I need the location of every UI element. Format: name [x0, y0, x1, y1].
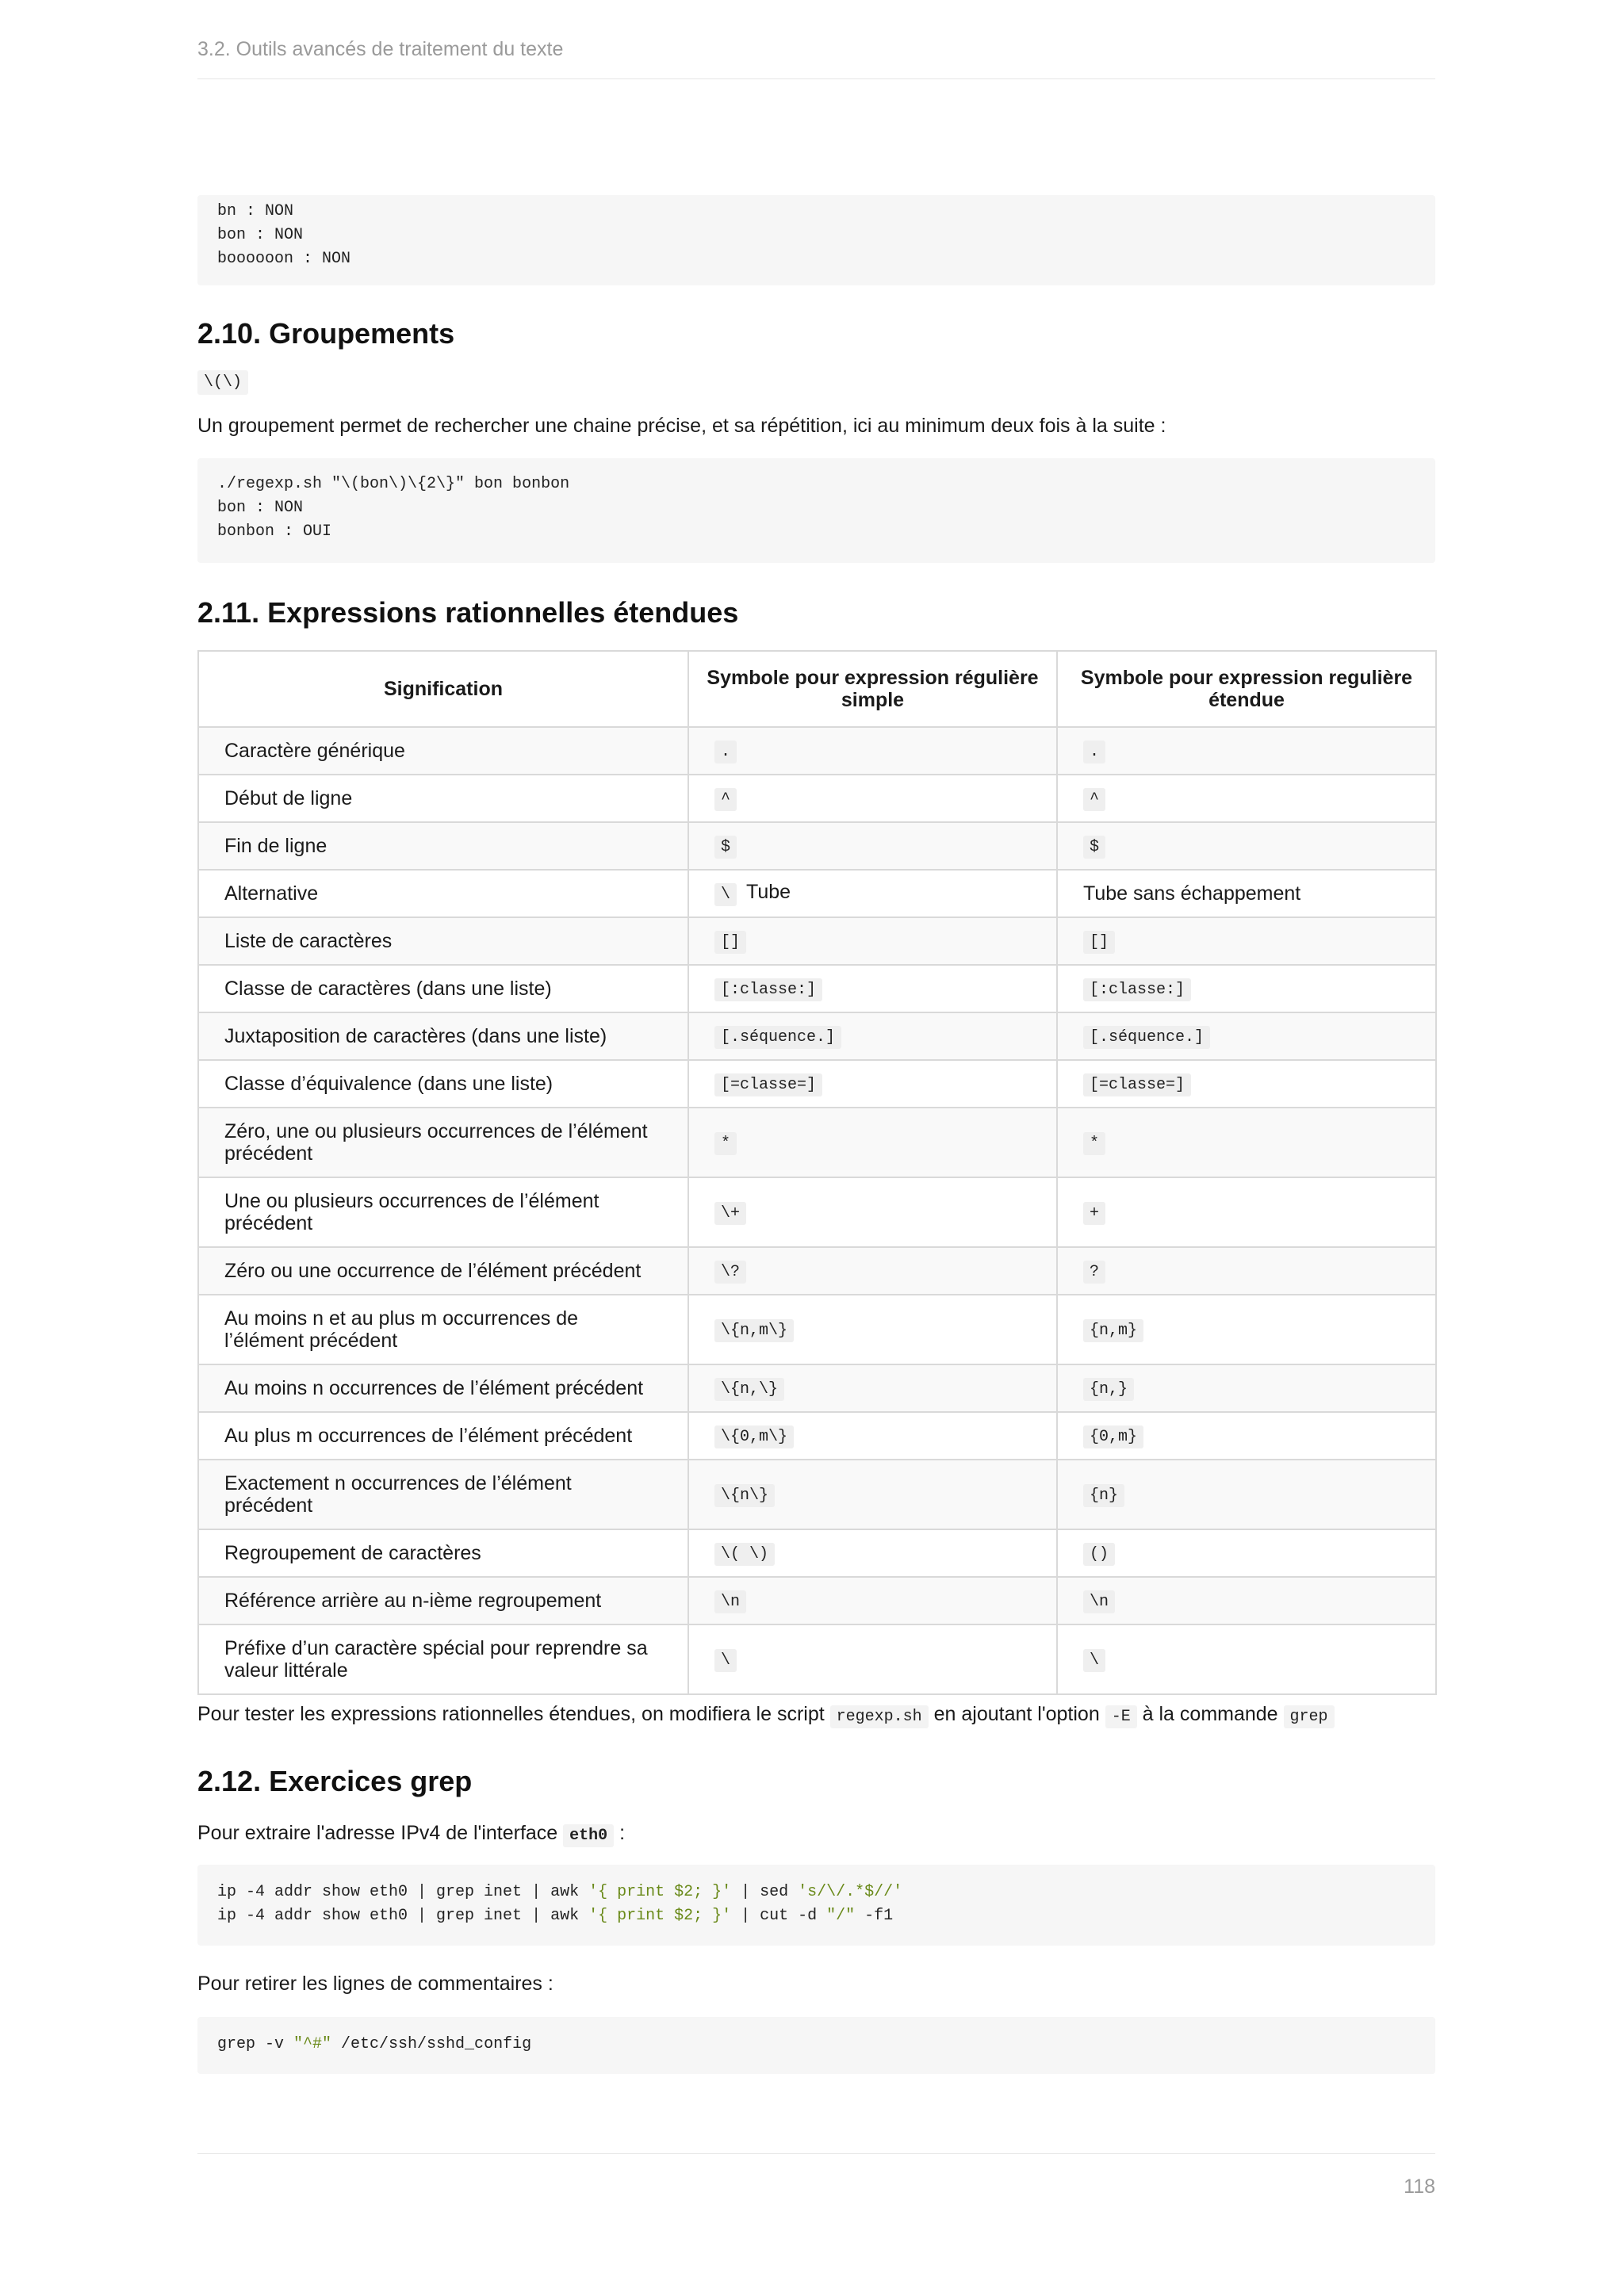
- table-row: [198, 1460, 1436, 1529]
- cell-extended-symbol: [1057, 1177, 1436, 1247]
- cell-simple-symbol: [688, 965, 1057, 1012]
- string-literal: "/": [826, 1907, 856, 1925]
- table-row: [198, 727, 1436, 775]
- cell-signification: Préfixe d’un caractère spécial pour reprendre sa valeur littérale: [198, 1624, 688, 1694]
- code-block-ipv4: [197, 1865, 1435, 1946]
- symbol-code: ?: [1083, 1261, 1105, 1284]
- table-row: [198, 1624, 1436, 1694]
- string-literal: '{ print $2; }': [588, 1907, 732, 1925]
- symbol-code: \n: [1083, 1590, 1115, 1613]
- code-line: bon : NON: [217, 226, 304, 244]
- symbol-code: \{n,\}: [714, 1378, 784, 1401]
- text-segment: Pour extraire l'adresse IPv4 de l'interface: [197, 1822, 558, 1844]
- inline-code-option-e: -E: [1105, 1705, 1137, 1728]
- cell-extended-symbol: [1057, 822, 1436, 870]
- section-heading-groupements: 2.10. Groupements: [197, 317, 455, 350]
- string-literal: "^#": [293, 2035, 332, 2053]
- symbol-code: {0,m}: [1083, 1425, 1143, 1448]
- symbol-code: *: [714, 1132, 737, 1155]
- code-line: bn : NON: [217, 202, 294, 220]
- cell-signification: Zéro ou une occurrence de l’élément précédent: [198, 1247, 688, 1295]
- table-row: [198, 1108, 1436, 1177]
- symbol-code: [.séquence.]: [1083, 1026, 1210, 1049]
- symbol-code: []: [1083, 931, 1115, 954]
- symbol-code: [=classe=]: [1083, 1073, 1191, 1096]
- cell-simple-symbol: [688, 1177, 1057, 1247]
- symbol-code: \{n\}: [714, 1484, 775, 1507]
- cell-simple-symbol: [688, 1529, 1057, 1577]
- symbol-code: [=classe=]: [714, 1073, 822, 1096]
- paragraph-extract-ipv4: [197, 1822, 625, 1845]
- symbol-description: Tube: [746, 881, 791, 903]
- code-line: ip -4 addr show eth0 | grep inet | awk '{ print $2; }' | cut -d "/" -f1: [217, 1907, 894, 1925]
- cell-simple-symbol: [688, 727, 1057, 775]
- cell-extended-symbol: [1057, 1295, 1436, 1364]
- symbol-code: \( \): [714, 1543, 775, 1566]
- symbol-code: {n}: [1083, 1484, 1124, 1507]
- table-row: [198, 1577, 1436, 1624]
- symbol-code: \?: [714, 1261, 746, 1284]
- table-row: [198, 1247, 1436, 1295]
- inline-code-regexp-sh: regexp.sh: [830, 1705, 929, 1728]
- cell-extended-symbol: [1057, 965, 1436, 1012]
- cell-signification: Caractère générique: [198, 727, 688, 775]
- table-row: [198, 822, 1436, 870]
- cell-simple-symbol: [688, 1364, 1057, 1412]
- cell-simple-symbol: [688, 1412, 1057, 1460]
- symbol-code: ^: [714, 788, 737, 811]
- string-literal: '{ print $2; }': [588, 1883, 732, 1901]
- symbol-code: .: [1083, 740, 1105, 763]
- cell-signification: Référence arrière au n-ième regroupement: [198, 1577, 688, 1624]
- cell-simple-symbol: [688, 870, 1057, 917]
- symbol-code: *: [1083, 1132, 1105, 1155]
- table-row: [198, 1364, 1436, 1412]
- cell-signification: Une ou plusieurs occurrences de l’élément précédent: [198, 1177, 688, 1247]
- symbol-code: [.séquence.]: [714, 1026, 841, 1049]
- symbol-code: (): [1083, 1543, 1115, 1566]
- table-row: [198, 870, 1436, 917]
- table-row: [198, 917, 1436, 965]
- cell-extended-symbol: Tube sans échappement: [1057, 870, 1436, 917]
- code-block-continuation: [197, 195, 1435, 285]
- string-literal: 's/\/.*$//': [798, 1883, 903, 1901]
- symbol-code: {n,m}: [1083, 1319, 1143, 1342]
- column-header-signification: Signification: [198, 651, 688, 727]
- cell-simple-symbol: [688, 1460, 1057, 1529]
- table-row: [198, 1177, 1436, 1247]
- cell-extended-symbol: [1057, 1247, 1436, 1295]
- running-header: 3.2. Outils avancés de traitement du texte: [197, 38, 1435, 79]
- code-line: grep -v "^#" /etc/ssh/sshd_config: [217, 2035, 532, 2053]
- cell-extended-symbol: [1057, 1060, 1436, 1108]
- table-row: [198, 775, 1436, 822]
- cell-simple-symbol: [688, 1108, 1057, 1177]
- cell-signification: Classe de caractères (dans une liste): [198, 965, 688, 1012]
- symbol-code: {n,}: [1083, 1378, 1134, 1401]
- cell-simple-symbol: [688, 822, 1057, 870]
- cell-simple-symbol: [688, 1577, 1057, 1624]
- inline-code-grep: grep: [1284, 1705, 1335, 1728]
- cell-simple-symbol: [688, 775, 1057, 822]
- code-block-grep-comments: [197, 2017, 1435, 2074]
- symbol-code: \: [1083, 1649, 1105, 1672]
- text-segment: à la commande: [1142, 1703, 1278, 1725]
- cell-signification: Juxtaposition de caractères (dans une liste): [198, 1012, 688, 1060]
- cell-extended-symbol: [1057, 1108, 1436, 1177]
- inline-code-grouping: \(\): [197, 370, 248, 395]
- symbol-code: $: [1083, 836, 1105, 859]
- cell-simple-symbol: [688, 1295, 1057, 1364]
- code-line: ./regexp.sh "\(bon\)\{2\}" bon bonbon: [217, 475, 570, 493]
- symbol-code: \{n,m\}: [714, 1319, 794, 1342]
- cell-signification: Exactement n occurrences de l’élément précédent: [198, 1460, 688, 1529]
- table-header-row: [198, 651, 1436, 727]
- cell-extended-symbol: [1057, 1364, 1436, 1412]
- text-segment: Pour tester les expressions rationnelles étendues, on modifiera le script: [197, 1703, 825, 1725]
- text-segment: :: [619, 1822, 626, 1844]
- table-row: [198, 1060, 1436, 1108]
- symbol-code: \: [714, 883, 737, 906]
- table-row: [198, 1295, 1436, 1364]
- cell-simple-symbol: [688, 1247, 1057, 1295]
- symbol-code: +: [1083, 1202, 1105, 1225]
- regex-comparison-table: [197, 650, 1437, 1695]
- cell-signification: Début de ligne: [198, 775, 688, 822]
- page-number: 118: [1404, 2175, 1435, 2198]
- cell-signification: Alternative: [198, 870, 688, 917]
- symbol-code: $: [714, 836, 737, 859]
- column-header-extended: Symbole pour expression regulière étendue: [1057, 651, 1436, 727]
- paragraph-groupement: Un groupement permet de rechercher une chaine précise, et sa répétition, ici au minimum deux fois à la suite :: [197, 415, 1166, 437]
- text-segment: en ajoutant l'option: [933, 1703, 1100, 1725]
- cell-signification: Au plus m occurrences de l’élément précédent: [198, 1412, 688, 1460]
- cell-signification: Zéro, une ou plusieurs occurrences de l’élément précédent: [198, 1108, 688, 1177]
- cell-signification: Classe d’équivalence (dans une liste): [198, 1060, 688, 1108]
- inline-code-eth0: eth0: [563, 1824, 614, 1847]
- code-block-groupement: [197, 458, 1435, 563]
- symbol-code: \{0,m\}: [714, 1425, 794, 1448]
- cell-extended-symbol: [1057, 1577, 1436, 1624]
- symbol-code: [:classe:]: [1083, 978, 1191, 1001]
- paragraph-after-table: [197, 1703, 1335, 1726]
- section-heading-exercices-grep: 2.12. Exercices grep: [197, 1765, 473, 1797]
- symbol-code: \: [714, 1649, 737, 1672]
- symbol-code: ^: [1083, 788, 1105, 811]
- cell-signification: Regroupement de caractères: [198, 1529, 688, 1577]
- table-row: [198, 965, 1436, 1012]
- code-line: boooooon : NON: [217, 250, 351, 268]
- cell-extended-symbol: [1057, 1012, 1436, 1060]
- table-row: [198, 1412, 1436, 1460]
- code-line: bon : NON: [217, 499, 304, 517]
- table-row: [198, 1529, 1436, 1577]
- cell-extended-symbol: [1057, 775, 1436, 822]
- cell-simple-symbol: [688, 917, 1057, 965]
- symbol-code: .: [714, 740, 737, 763]
- section-heading-extended-regex: 2.11. Expressions rationnelles étendues: [197, 596, 739, 629]
- column-header-simple: Symbole pour expression régulière simple: [688, 651, 1057, 727]
- cell-simple-symbol: [688, 1060, 1057, 1108]
- paragraph-remove-comments: Pour retirer les lignes de commentaires :: [197, 1973, 553, 1995]
- symbol-code: \+: [714, 1202, 746, 1225]
- cell-signification: Au moins n et au plus m occurrences de l’élément précédent: [198, 1295, 688, 1364]
- code-line: bonbon : OUI: [217, 522, 332, 541]
- cell-simple-symbol: [688, 1012, 1057, 1060]
- cell-signification: Liste de caractères: [198, 917, 688, 965]
- cell-extended-symbol: [1057, 1624, 1436, 1694]
- symbol-code: \n: [714, 1590, 746, 1613]
- cell-extended-symbol: [1057, 917, 1436, 965]
- footer-divider: [197, 2153, 1435, 2154]
- symbol-code: [:classe:]: [714, 978, 822, 1001]
- cell-signification: Fin de ligne: [198, 822, 688, 870]
- cell-extended-symbol: [1057, 1529, 1436, 1577]
- table-row: [198, 1012, 1436, 1060]
- code-line: ip -4 addr show eth0 | grep inet | awk '{ print $2; }' | sed 's/\/.*$//': [217, 1883, 903, 1901]
- cell-extended-symbol: [1057, 727, 1436, 775]
- cell-signification: Au moins n occurrences de l’élément précédent: [198, 1364, 688, 1412]
- cell-extended-symbol: [1057, 1460, 1436, 1529]
- symbol-code: []: [714, 931, 746, 954]
- cell-extended-symbol: [1057, 1412, 1436, 1460]
- cell-simple-symbol: [688, 1624, 1057, 1694]
